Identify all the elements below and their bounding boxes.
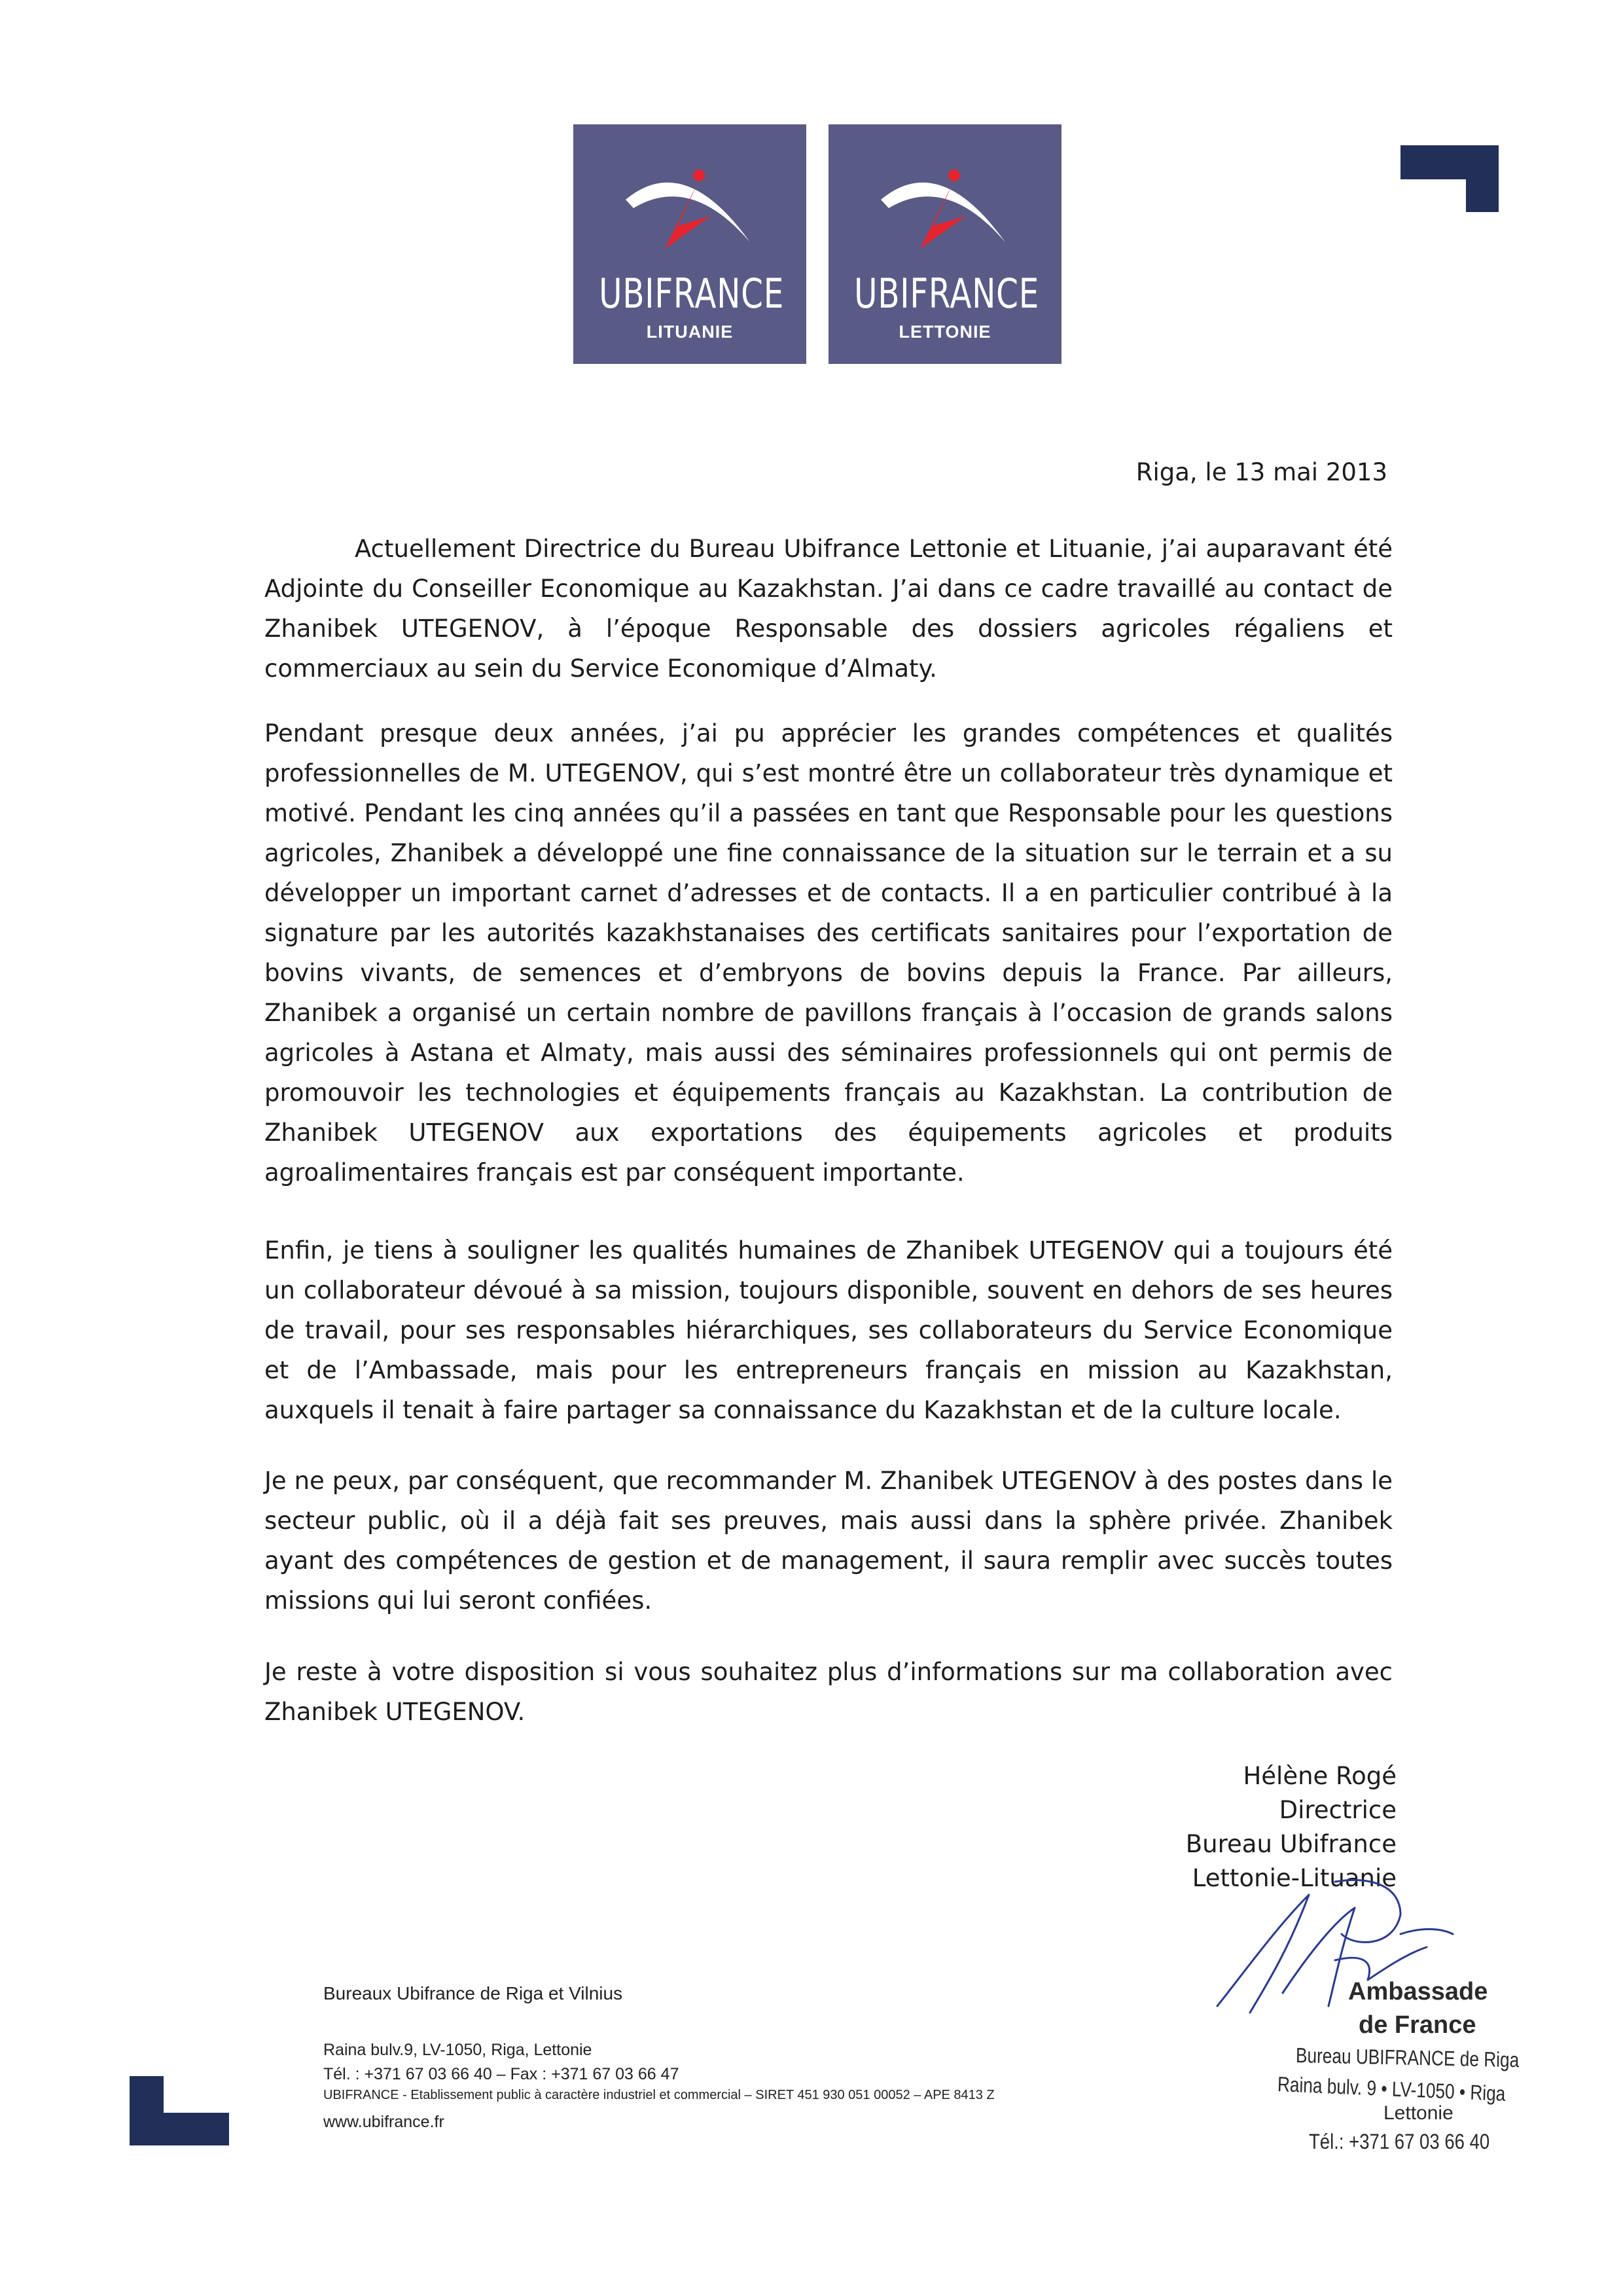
corner-mark-bottom-left-horizontal (130, 2113, 229, 2145)
paragraph-intro: Actuellement Directrice du Bureau Ubifrance Lettonie et Lituanie, j’ai auparavant été Adjointe du Conseiller Economique au Kazakhstan. J’ai dans ce cadre travaillé au contact de Zhanibek UTEGENOV, à l’époque Responsable des dossiers agricoles régaliens et commerciaux au sein du Service Economique d’Almaty. (264, 535, 1393, 683)
footer-heading: Bureaux Ubifrance de Riga et Vilnius (323, 1983, 623, 2003)
paragraph-disposition: Je reste à votre disposition si vous souhaitez plus d’informations sur ma collaboration avec Zhanibek UTEGENOV. (264, 1658, 1393, 1726)
ubifrance-swoosh-icon (619, 144, 763, 275)
signatory-countries: Lettonie-Lituanie (1192, 1864, 1397, 1892)
logo-country: LITUANIE (646, 322, 734, 342)
stamp-ambassade: Ambassade (1348, 1978, 1488, 2005)
ubifrance-swoosh-icon (874, 144, 1018, 275)
handwritten-signature (1204, 1875, 1479, 2032)
stamp-city: Lettonie (1383, 2102, 1454, 2124)
letter-date: Riga, le 13 mai 2013 (1135, 458, 1387, 486)
paragraph-competences: Pendant presque deux années, j’ai pu apprécier les grandes compétences et qualités professionnelles de M. UTEGENOV, qui s’est montré être un collaborateur très dynamique et motivé. Pendant les cinq années qu’il a passées en tant que Responsable pour les questions agricoles, Zhanibek a développé une fine connaissance de la situation sur le terrain et a su développer un important carnet d’adresses et de contacts. Il a en particulier contribué à la signature par les autorités kazakhstanaises des certificats sanitaires pour l’exportation de bovins vivants, de semences et d’embryons de bovins depuis la France. Par ailleurs, Zhanibek a organisé un certain nombre de pavillons français à l’occasion de grands salons agricoles à Astana et Almaty, mais aussi des séminaires professionnels qui ont permis de promouvoir les technologies et équipements français au Kazakhstan. La contribution de Zhanibek UTEGENOV aux exportations des équipements agricoles et produits agroalimentaires français est par conséquent importante. (264, 719, 1393, 1187)
footer-website: www.ubifrance.fr (323, 2113, 444, 2131)
stamp-phone: Tél.: +371 67 03 66 40 (1309, 2130, 1490, 2153)
stamp-de-france: de France (1359, 2011, 1476, 2039)
stamp-address: Raina bulv. 9 • LV-1050 • Riga (1277, 2072, 1506, 2106)
paragraph-recommandation: Je ne peux, par conséquent, que recommander M. Zhanibek UTEGENOV à des postes dans le secteur public, où il a déjà fait ses preuves, mais aussi dans la sphère privée. Zhanibek ayant des compétences de gestion et de management, il saura remplir avec succès toutes missions qui lui seront confiées. (264, 1467, 1393, 1615)
paragraph-qualites: Enfin, je tiens à souligner les qualités humaines de Zhanibek UTEGENOV qui a toujours été un collaborateur dévoué à sa mission, toujours disponible, souvent en dehors de ses heures de travail, pour ses responsables hiérarchiques, ses collaborateurs du Service Economique et de l’Ambassade, mais pour les entrepreneurs français en mission au Kazakhstan, auxquels il tenait à faire partager sa connaissance du Kazakhstan et de la culture locale. (264, 1236, 1393, 1424)
footer-phone: Tél. : +371 67 03 66 40 – Fax : +371 67 03 66 47 (323, 2065, 679, 2083)
logo-brand: UBIFRANCE (599, 270, 785, 317)
logo-brand: UBIFRANCE (854, 270, 1040, 317)
corner-mark-top-right-vertical (1466, 145, 1499, 212)
ubifrance-lituanie-logo (573, 124, 806, 364)
footer-address: Raina bulv.9, LV-1050, Riga, Lettonie (323, 2041, 592, 2059)
ubifrance-lettonie-logo (829, 124, 1061, 364)
logo-country: LETTONIE (899, 322, 991, 342)
signatory-title: Directrice (1279, 1796, 1397, 1824)
footer-legal: UBIFRANCE - Etablissement public à caractère industriel et commercial – SIRET 451 930 051 00052 – APE 8413 Z (323, 2088, 995, 2102)
signatory-office: Bureau Ubifrance (1185, 1830, 1397, 1858)
stamp-bureau: Bureau UBIFRANCE de Riga (1295, 2043, 1520, 2072)
signatory-name: Hélène Rogé (1243, 1762, 1397, 1790)
